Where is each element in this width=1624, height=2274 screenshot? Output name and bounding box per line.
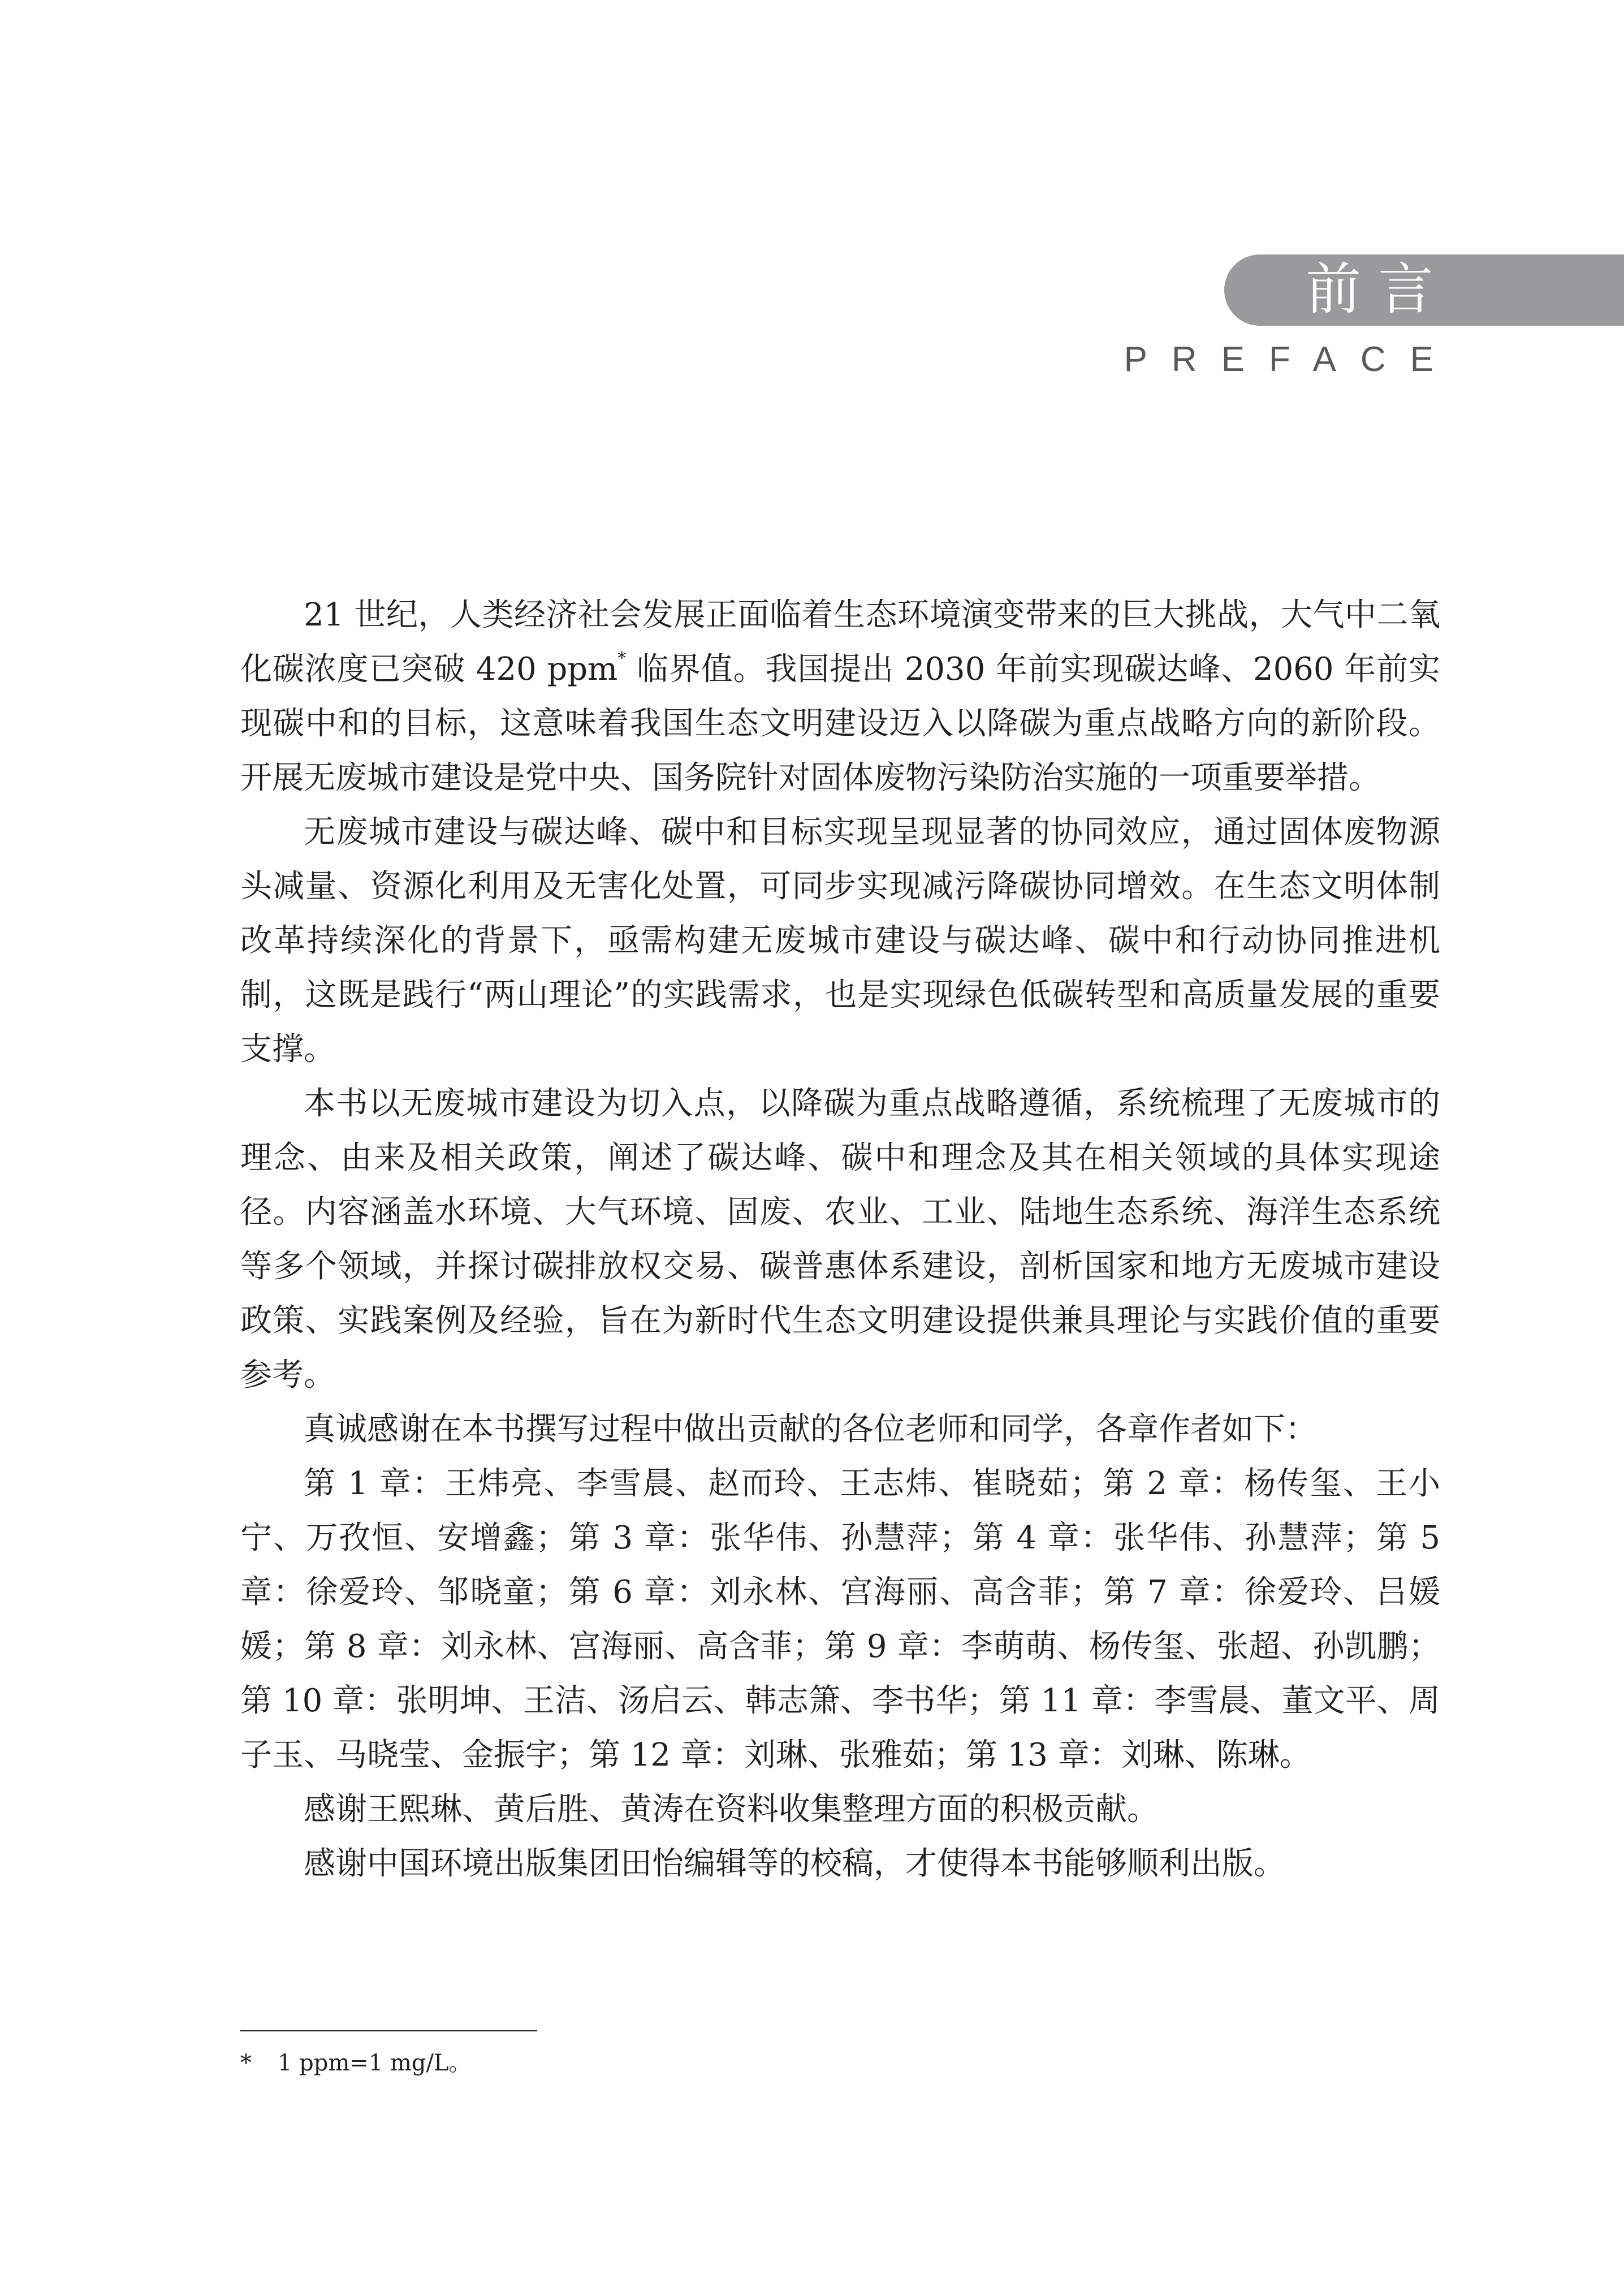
- footnote-divider: [240, 2030, 537, 2031]
- paragraph-thanks-intro: 真诚感谢在本书撰写过程中做出贡献的各位老师和同学，各章作者如下：: [304, 1411, 1317, 1448]
- footnote-reference: *: [617, 649, 627, 669]
- paragraph-thanks-data: 感谢王熙琳、黄后胜、黄涛在资料收集整理方面的积极贡献。: [304, 1791, 1159, 1828]
- page-title: 前言: [1305, 257, 1450, 322]
- paragraph-thanks-editor: 感谢中国环境出版集团田怡编辑等的校稿，才使得本书能够顺利出版。: [304, 1845, 1285, 1882]
- footnote-mark: *: [240, 2050, 252, 2076]
- preface-body: [240, 588, 1440, 1891]
- paragraph-intro: [240, 588, 1440, 805]
- paragraph-intro-after: 临界值。我国提出 2030 年前实现碳达峰、2060 年前实现碳中和的目标，这意味着我国生态文明建设迈入以降碳为重点战略方向的新阶段。开展无废城市建设是党中央、国务院针对固体废物污染防治实施的一项重要举措。: [240, 651, 1440, 796]
- footnote: [240, 2046, 472, 2080]
- paragraph-chapter-authors: 第 1 章：王炜亮、李雪晨、赵而玲、王志炜、崔晓茹；第 2 章：杨传玺、王小宁、万孜恒、安增鑫；第 3 章：张华伟、孙慧萍；第 4 章：张华伟、孙慧萍；第 5 章：徐爱玲、邹晓童；第 6 章：刘永林、宫海丽、高含菲；第 7 章：徐爱玲、吕媛媛；第 8 章：刘永林、宫海丽、高含菲；第 9 章：李萌萌、杨传玺、张超、孙凯鹏；第 10 章：张明坤、王洁、汤启云、韩志箫、李书华；第 11 章：李雪晨、董文平、周子玉、马晓莹、金振宇；第 12 章：刘琳、张雅茹；第 13 章：刘琳、陈琳。: [240, 1465, 1440, 1774]
- page-title-english: PREFACE: [1124, 340, 1458, 379]
- paragraph-synergy: 无废城市建设与碳达峰、碳中和目标实现呈现显著的协同效应，通过固体废物源头减量、资源化利用及无害化处置，可同步实现减污降碳协同增效。在生态文明体制改革持续深化的背景下，亟需构建无废城市建设与碳达峰、碳中和行动协同推进机制，这既是践行“两山理论”的实践需求，也是实现绿色低碳转型和高质量发展的重要支撑。: [240, 814, 1440, 1068]
- paragraph-book-scope: 本书以无废城市建设为切入点，以降碳为重点战略遵循，系统梳理了无废城市的理念、由来及相关政策，阐述了碳达峰、碳中和理念及其在相关领域的具体实现途径。内容涵盖水环境、大气环境、固废、农业、工业、陆地生态系统、海洋生态系统等多个领域，并探讨碳排放权交易、碳普惠体系建设，剖析国家和地方无废城市建设政策、实践案例及经验，旨在为新时代生态文明建设提供兼具理论与实践价值的重要参考。: [240, 1085, 1440, 1393]
- paragraph-intro-before: 21 世纪，人类经济社会发展正面临着生态环境演变带来的巨大挑战，大气中二氧化碳浓度已突破 420 ppm: [240, 597, 1440, 688]
- footnote-text: 1 ppm=1 mg/L。: [278, 2050, 472, 2076]
